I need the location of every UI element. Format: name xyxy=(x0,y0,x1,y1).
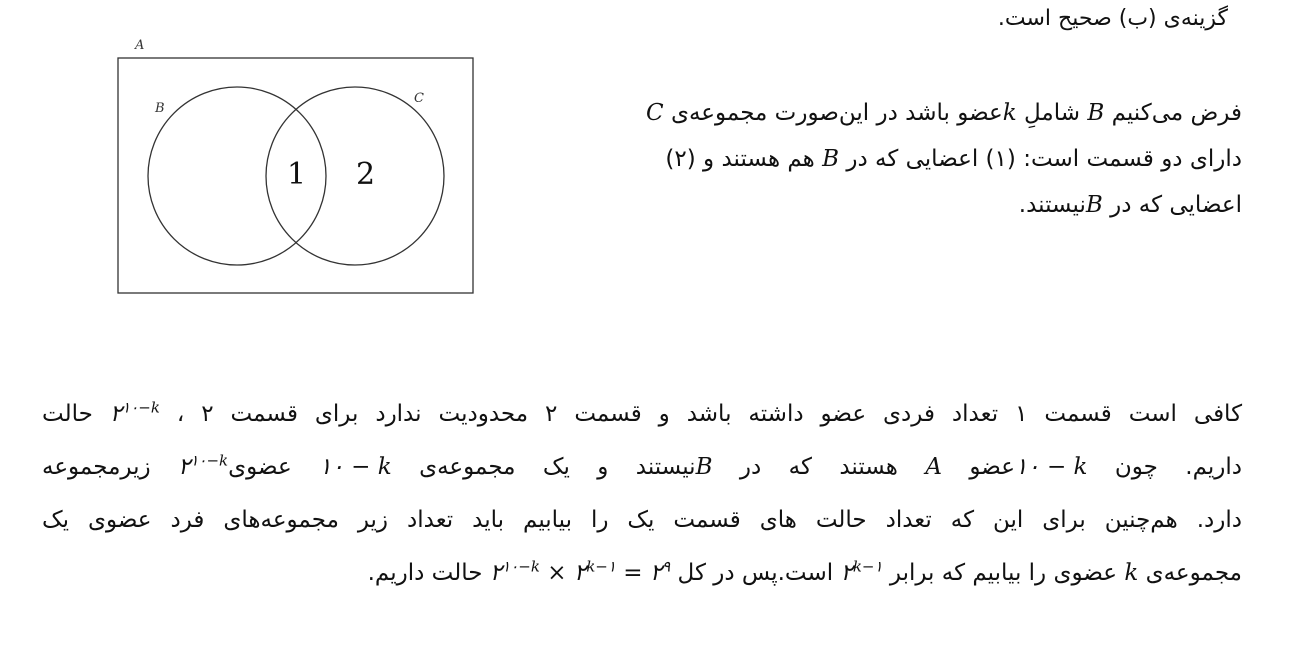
text-fragment: حالت داریم. xyxy=(367,560,483,586)
math-k: k xyxy=(1124,560,1139,586)
set-b-label: B xyxy=(155,101,165,116)
math-b: B xyxy=(1085,192,1103,218)
text-fragment: است.پس در کل xyxy=(677,560,834,586)
math-power: $۲^{k-۱}$ xyxy=(840,557,883,586)
text-fragment: عضوی را بیابیم که برابر xyxy=(889,560,1118,586)
intro-line-1 xyxy=(482,90,1242,136)
math-b: B xyxy=(822,146,840,172)
intro-line-3 xyxy=(482,182,1242,228)
text-fragment: شاملِ xyxy=(1024,100,1081,126)
text-fragment: کافی است قسمت ۱ تعداد فردی عضو داشته باشد و قسمت ۲ محدودیت ندارد برای قسمت ۲ ، xyxy=(176,401,1243,427)
math-k: k xyxy=(1002,100,1017,126)
text-fragment: عضوی xyxy=(228,454,292,480)
text-fragment: زیرمجموعه xyxy=(42,454,151,480)
text-fragment: نیستند. xyxy=(1018,192,1086,218)
text-fragment: هستند که در xyxy=(739,454,898,480)
math-b: B xyxy=(695,454,713,480)
text-fragment: داریم. چون xyxy=(1114,454,1243,480)
intro-paragraph xyxy=(482,90,1242,228)
text-fragment: مجموعه‌ی xyxy=(1145,560,1242,586)
math-equation: $۲^{۱۰-k}$ × $۲^{k-۱}$ = $۲^۹$ xyxy=(489,557,671,586)
venn-diagram xyxy=(110,34,480,299)
math-ten-minus-k: ۱۰ − k xyxy=(319,454,392,480)
text-fragment: عضو باشد در این‌صورت مجموعه‌ی xyxy=(670,100,1003,126)
explanation-line-3 xyxy=(42,494,1242,547)
intro-line-2 xyxy=(482,136,1242,182)
math-ten-minus-k: ۱۰ − k xyxy=(1014,454,1088,480)
text-fragment: عضو xyxy=(969,454,1015,480)
explanation-paragraph xyxy=(42,388,1242,600)
explanation-line-2 xyxy=(42,441,1242,494)
answer-line: گزینه‌ی (ب) صحیح است. xyxy=(997,6,1228,31)
math-b: B xyxy=(1087,100,1105,126)
region-1-label: 1 xyxy=(287,157,307,192)
text-fragment: فرض می‌کنیم xyxy=(1111,100,1242,126)
math-c: C xyxy=(646,100,664,126)
explanation-line-4 xyxy=(42,547,1242,600)
set-c-label: C xyxy=(414,91,424,106)
text-fragment: دارد. هم‌چنین برای این که تعداد حالت های قسمت یک را بیابیم باید تعداد زیر مجموعه‌های فرد عضوی یک xyxy=(42,507,1242,533)
math-power: $۲^{۱۰-k}$ xyxy=(178,451,229,480)
universe-label: A xyxy=(135,38,145,53)
math-power: $۲^{۱۰-k}$ xyxy=(109,398,160,427)
text-fragment: دارای دو قسمت است: (۱) اعضایی که در xyxy=(846,146,1242,172)
explanation-line-1 xyxy=(42,388,1242,441)
text-fragment: هم هستند و (۲) xyxy=(665,146,815,172)
text-fragment: اعضایی که در xyxy=(1110,192,1242,218)
text-fragment: حالت xyxy=(42,401,93,427)
text-fragment: نیستند و یک مجموعه‌ی xyxy=(419,454,696,480)
math-a: A xyxy=(925,454,942,480)
region-2-label: 2 xyxy=(356,157,376,192)
